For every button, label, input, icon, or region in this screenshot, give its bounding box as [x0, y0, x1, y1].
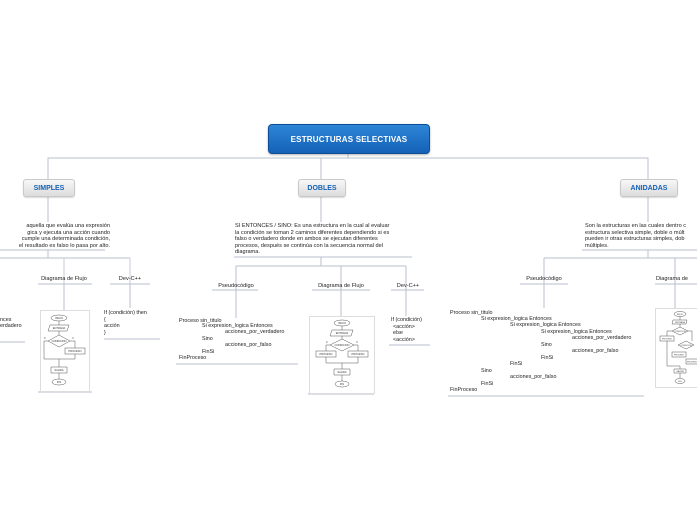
- dobles-dev-code: [391, 317, 422, 355]
- fc-inicio: INICIO: [338, 322, 346, 325]
- code-line: Sino: [541, 342, 552, 348]
- code-line: <acción>: [393, 336, 415, 343]
- fc-proceso: PROCESO: [686, 361, 697, 364]
- fc-salida: SALIDA: [54, 369, 64, 372]
- code-line: FinProceso: [179, 355, 207, 361]
- code-line: }: [104, 329, 106, 336]
- flowchart-svg: [41, 311, 89, 391]
- code-line: Sino: [481, 368, 492, 374]
- fc-proceso: PROCESO: [68, 350, 82, 353]
- code-line: acciones_por_falso: [510, 374, 557, 380]
- anidadas-desc-line: Son la estructuras en las cuales dentro c: [585, 223, 687, 229]
- topic-anidadas[interactable]: ANIDADAS: [620, 179, 678, 197]
- code-line: erdadero: [0, 323, 22, 329]
- code-line: FinSi: [510, 361, 523, 367]
- dobles-flow-label[interactable]: Diagrama de Flujo: [318, 283, 364, 289]
- code-line: acciones_por_falso: [572, 348, 619, 354]
- dobles-pseudo-label[interactable]: Pseudocódigo: [218, 283, 254, 289]
- fc-cond: CONDICION: [51, 340, 67, 343]
- fc-proceso: PROCESO: [351, 353, 365, 356]
- dobles-desc-line: falso o verdadero donde en ambos se ejecutan diferentes: [235, 236, 378, 243]
- fc-v: V: [356, 341, 358, 344]
- fc-fin: FIN: [56, 381, 62, 384]
- fc-proceso: PROCESO: [673, 354, 685, 357]
- code-line: FinSi: [202, 349, 215, 355]
- fc-proceso: PROCESO: [661, 338, 673, 341]
- simples-desc-line: aquella que evalúa una expresión: [26, 223, 110, 229]
- fc-f: F: [326, 341, 328, 344]
- code-line: If (condición) then: [104, 310, 147, 316]
- code-line: Si expresion_logica Entonces: [202, 323, 273, 329]
- fc-cond: CONDICION: [334, 344, 350, 347]
- fc-inicio: INICIO: [55, 317, 63, 320]
- fc-fin: FIN: [339, 383, 345, 386]
- simples-flowchart-image: [40, 310, 90, 392]
- code-line: acciones_por_falso: [225, 342, 272, 348]
- code-line: Si expresion_logica Entonces: [541, 329, 612, 335]
- flowchart-svg: [310, 317, 374, 393]
- fc-f: F: [44, 337, 46, 340]
- simples-code-fragment: [0, 317, 22, 343]
- code-line: FinProceso: [450, 387, 478, 393]
- fc-salida: SALIDA: [337, 371, 347, 374]
- anidadas-desc-line: pueden ir otras estructuras simples, dob: [585, 236, 685, 243]
- flowchart-svg: [656, 309, 697, 387]
- topic-dobles[interactable]: DOBLES: [298, 179, 346, 197]
- code-line: Sino: [202, 336, 213, 342]
- simples-dev-label[interactable]: Dev-C++: [118, 276, 142, 282]
- fc-entrada: ENTRADA: [675, 322, 685, 324]
- fc-entrada: ENTRADA: [335, 332, 349, 335]
- code-line: acciones_por_verdadero: [225, 329, 285, 335]
- dobles-desc-line: diagrama.: [235, 249, 260, 256]
- dobles-dev-label[interactable]: Dev-C++: [396, 283, 420, 289]
- fc-inicio: INICIO: [676, 314, 684, 316]
- anidadas-flow-label[interactable]: Diagrama de: [656, 276, 689, 282]
- code-line: Si expresion_logica Entonces: [481, 316, 552, 322]
- simples-desc-line: el resultado es falso lo pasa por alto.: [18, 242, 110, 249]
- anidadas-desc-line: estructura selectiva simple, doble o múlt: [585, 229, 685, 236]
- code-line: acciones_por_verdadero: [572, 335, 632, 341]
- fc-cond: CONDICION: [674, 331, 686, 333]
- topic-simples[interactable]: SIMPLES: [23, 179, 75, 197]
- simples-desc-line: cumple una determinada condición,: [21, 236, 110, 243]
- simples-desc-line: gica y ejecuta una acción cuando: [27, 229, 110, 236]
- dobles-description: [235, 223, 415, 256]
- code-line: acción: [104, 323, 120, 329]
- simples-flow-label[interactable]: Diagrama de Flujo: [41, 276, 87, 282]
- code-line: FinSi: [481, 381, 494, 387]
- root-topic[interactable]: ESTRUCTURAS SELECTIVAS: [268, 124, 430, 154]
- code-line: <acción>: [393, 323, 415, 330]
- code-line: If (condición): [391, 317, 422, 323]
- anidadas-description: [585, 223, 697, 249]
- dobles-desc-line: procesos, después se continúa con la secuencia normal del: [235, 242, 384, 249]
- fc-entrada: ENTRADA: [52, 327, 66, 330]
- anidadas-flowchart-image: [655, 308, 697, 388]
- code-line: Si expresion_logica Entonces: [510, 322, 581, 328]
- anidadas-pseudo-label[interactable]: Pseudocódigo: [526, 276, 562, 282]
- dobles-desc-line: SI ENTONCES / SINO: Es una estructura en la cual al evaluar: [235, 223, 390, 229]
- anidadas-pseudocode: [450, 310, 646, 396]
- fc-cond: CONDICION: [680, 345, 692, 347]
- dobles-flowchart-image: [309, 316, 375, 394]
- anidadas-desc-line: múltiples.: [585, 242, 609, 249]
- fc-salida: SALIDA: [676, 371, 684, 373]
- dobles-desc-line: la condición se toman 2 caminos diferentes dependiendo si es: [235, 229, 390, 236]
- simples-description: [0, 223, 110, 249]
- simples-dev-code: [104, 310, 147, 348]
- fc-proceso: PROCESO: [319, 353, 333, 356]
- code-line: Proceso sin_titulo: [450, 310, 493, 316]
- code-line: nces: [0, 317, 12, 323]
- code-line: FinSi: [541, 355, 554, 361]
- code-line: Proceso sin_titulo: [179, 318, 222, 324]
- dobles-pseudocode: [179, 318, 299, 362]
- fc-v: V: [72, 337, 74, 340]
- fc-fin: FIN: [678, 381, 682, 383]
- code-line: else: [393, 330, 403, 336]
- code-line: {: [104, 316, 106, 323]
